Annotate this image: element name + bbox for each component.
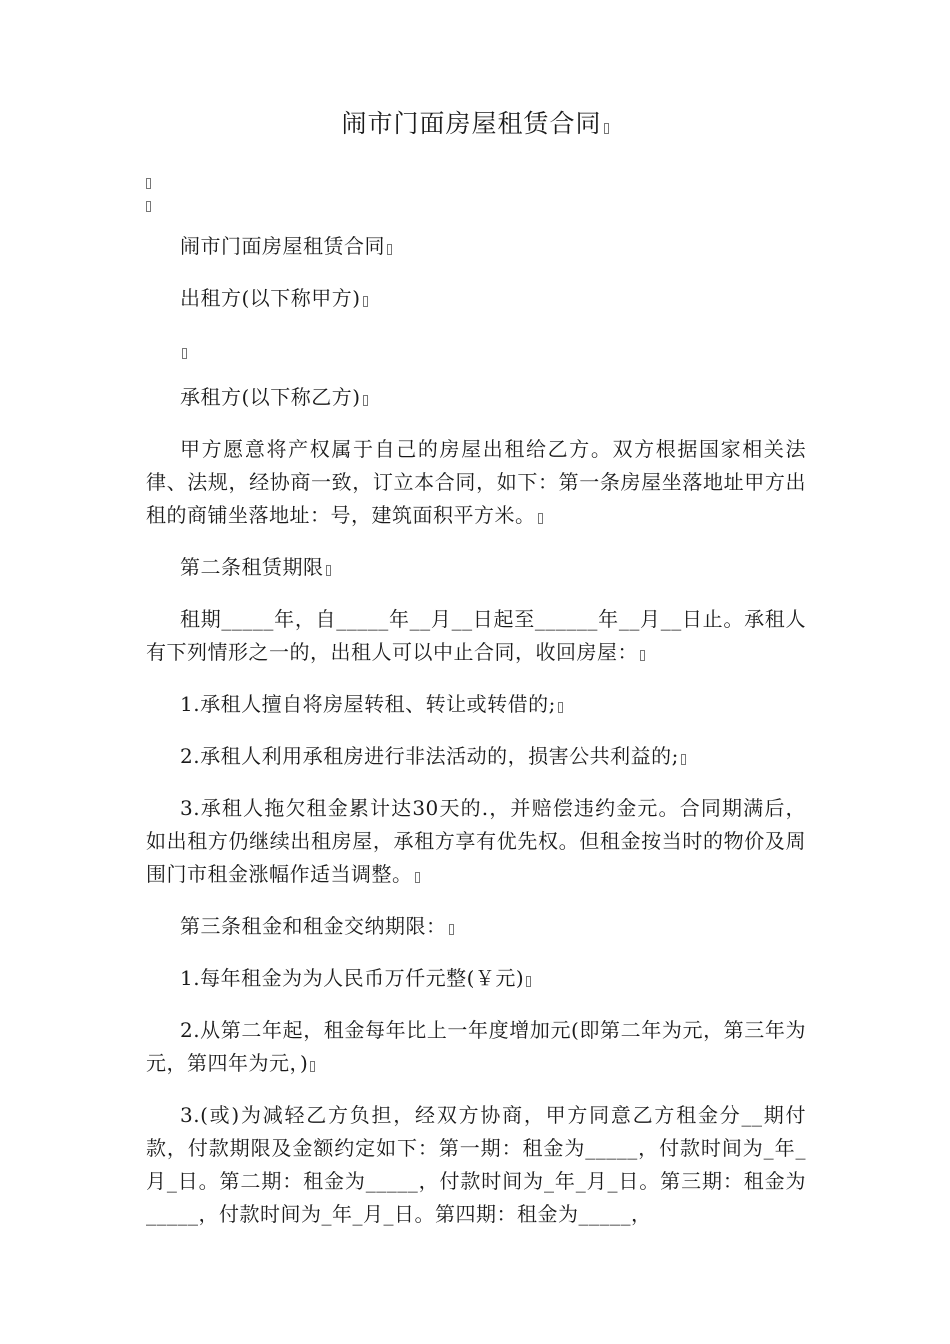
- paragraph-mark-icon: [182, 348, 187, 359]
- paragraph-mark-icon: [326, 565, 331, 576]
- paragraph: 2.承租人利用承租房进行非法活动的，损害公共利益的;: [146, 740, 806, 773]
- paragraph: 1.每年租金为为人民币万仟元整(￥元): [146, 962, 806, 995]
- paragraph: 租期_____年，自_____年__月__日起至______年__月__日止。承租人有下列情形之一的，出租人可以中止合同，收回房屋：: [146, 607, 806, 664]
- paragraph: 1.承租人擅自将房屋转租、转让或转借的;: [146, 688, 806, 721]
- paragraph-mark-icon: [681, 754, 686, 765]
- paragraph: 闹市门面房屋租赁合同: [146, 230, 806, 263]
- paragraph: 第二条租赁期限: [146, 551, 806, 584]
- paragraph-mark-icon: [387, 244, 392, 255]
- document-title: [0, 104, 950, 144]
- paragraph-mark-icon: [146, 178, 151, 189]
- paragraph-mark-icon: [449, 924, 454, 935]
- paragraph: 3.(或)为减轻乙方负担，经双方协商，甲方同意乙方租金分__期付款，付款期限及金额约定如下：第一期：租金为_____，付款时间为_年_月_日。第二期：租金为_____，付款时间为_年_月_日。第三期：租金为_____，付款时间为_年_月_日。第四期：租金为_____，: [146, 1103, 806, 1226]
- paragraph: 承租方(以下称乙方): [146, 381, 806, 414]
- document-body: [146, 230, 806, 1250]
- paragraph-mark-icon: [146, 201, 151, 212]
- paragraph-mark-icon: [363, 296, 368, 307]
- paragraph-mark-icon: [310, 1061, 315, 1072]
- paragraph: 甲方愿意将产权属于自己的房屋出租给乙方。双方根据国家相关法律、法规，经协商一致，订立本合同，如下：第一条房屋坐落地址甲方出租的商铺坐落地址：号，建筑面积平方米。: [146, 437, 806, 527]
- paragraph-mark-icon: [558, 702, 563, 713]
- paragraph-mark-icon: [538, 513, 543, 524]
- paragraph-mark-icon: [604, 123, 609, 134]
- paragraph: 3.承租人拖欠租金累计达30天的.，并赔偿违约金元。合同期满后，如出租方仍继续出租房屋，承租方享有优先权。但租金按当时的物价及周围门市租金涨幅作适当调整。: [146, 796, 806, 886]
- paragraph-mark-icon: [363, 395, 368, 406]
- paragraph: 2.从第二年起，租金每年比上一年度增加元(即第二年为元，第三年为元，第四年为元，): [146, 1018, 806, 1075]
- paragraph-mark-icon: [640, 650, 645, 661]
- paragraph-mark-icon: [526, 976, 531, 987]
- paragraph-mark-icon: [415, 872, 420, 883]
- paragraph-empty: [146, 334, 806, 362]
- document-title-text: 闹市门面房屋租赁合同: [341, 109, 602, 138]
- paragraph: 第三条租金和租金交纳期限：: [146, 910, 806, 943]
- paragraph: 出租方(以下称甲方): [146, 282, 806, 315]
